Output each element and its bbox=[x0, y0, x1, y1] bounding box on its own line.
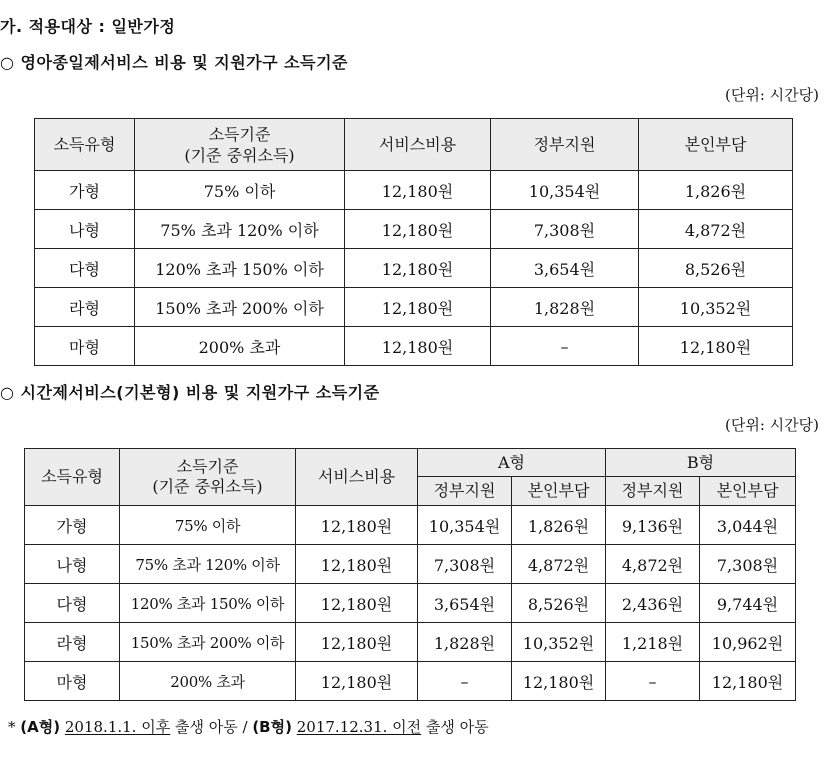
table-row bbox=[25, 623, 796, 662]
cell-type: 가형 bbox=[25, 506, 120, 545]
cell-a-gov: 1,828원 bbox=[418, 623, 512, 662]
cell-b-self: 3,044원 bbox=[700, 506, 796, 545]
cell-b-self: 7,308원 bbox=[700, 545, 796, 584]
cell-a-self: 1,826원 bbox=[512, 506, 606, 545]
t1-header-criterion bbox=[135, 119, 345, 171]
t1-header-gov: 정부지원 bbox=[491, 119, 639, 171]
table-row bbox=[35, 327, 793, 366]
table-row bbox=[35, 171, 793, 210]
cell-type: 라형 bbox=[35, 288, 135, 327]
cell-criterion: 75% 초과 120% 이하 bbox=[120, 545, 296, 584]
t1-header-type: 소득유형 bbox=[35, 119, 135, 171]
footnote-b-label: (B형) bbox=[252, 718, 292, 736]
footnote-b-tail: 출생 아동 bbox=[425, 718, 489, 736]
cell-criterion: 150% 초과 200% 이하 bbox=[120, 623, 296, 662]
cell-b-gov: 1,218원 bbox=[606, 623, 700, 662]
cell-a-self: 12,180원 bbox=[512, 662, 606, 701]
cell-cost: 12,180원 bbox=[296, 662, 418, 701]
cell-cost: 12,180원 bbox=[345, 210, 491, 249]
t1-header-criterion-line1: 소득기준 bbox=[208, 124, 271, 144]
t2-header-b-self: 본인부담 bbox=[700, 477, 796, 506]
cell-criterion: 75% 초과 120% 이하 bbox=[135, 210, 345, 249]
footnote-a-label: (A형) bbox=[20, 718, 61, 736]
cell-gov: 7,308원 bbox=[491, 210, 639, 249]
table2 bbox=[24, 448, 796, 701]
cell-cost: 12,180원 bbox=[345, 288, 491, 327]
footnote-b-date: 2017.12.31. 이전 bbox=[296, 718, 422, 736]
cell-criterion: 120% 초과 150% 이하 bbox=[120, 584, 296, 623]
cell-gov: 10,354원 bbox=[491, 171, 639, 210]
table1-unit: (단위: 시간당) bbox=[725, 86, 819, 104]
t2-header-group-b: B형 bbox=[606, 449, 796, 477]
cell-a-gov: 10,354원 bbox=[418, 506, 512, 545]
table-row bbox=[25, 662, 796, 701]
t2-header-criterion bbox=[120, 449, 296, 506]
table1-header-row bbox=[35, 119, 793, 171]
cell-criterion: 120% 초과 150% 이하 bbox=[135, 249, 345, 288]
cell-b-gov: 2,436원 bbox=[606, 584, 700, 623]
cell-type: 마형 bbox=[35, 327, 135, 366]
cell-b-gov: 4,872원 bbox=[606, 545, 700, 584]
cell-self: 12,180원 bbox=[639, 327, 793, 366]
cell-cost: 12,180원 bbox=[296, 623, 418, 662]
cell-a-self: 10,352원 bbox=[512, 623, 606, 662]
cell-a-self: 8,526원 bbox=[512, 584, 606, 623]
cell-criterion: 200% 초과 bbox=[135, 327, 345, 366]
table1-heading: ○ 영아종일제서비스 비용 및 지원가구 소득기준 bbox=[0, 53, 348, 72]
cell-a-self: 4,872원 bbox=[512, 545, 606, 584]
cell-criterion: 150% 초과 200% 이하 bbox=[135, 288, 345, 327]
cell-type: 가형 bbox=[35, 171, 135, 210]
table2-header-row-1 bbox=[25, 449, 796, 477]
cell-self: 8,526원 bbox=[639, 249, 793, 288]
cell-self: 10,352원 bbox=[639, 288, 793, 327]
cell-gov: – bbox=[491, 327, 639, 366]
footnote-a-tail: 출생 아동 / bbox=[174, 718, 248, 736]
cell-gov: 1,828원 bbox=[491, 288, 639, 327]
t2-header-criterion-line2: (기준 중위소득) bbox=[152, 477, 263, 496]
section-title: 가. 적용대상 : 일반가정 bbox=[0, 17, 176, 36]
cell-criterion: 75% 이하 bbox=[135, 171, 345, 210]
cell-a-gov: 7,308원 bbox=[418, 545, 512, 584]
cell-b-self: 10,962원 bbox=[700, 623, 796, 662]
table-row bbox=[25, 545, 796, 584]
table-row bbox=[35, 249, 793, 288]
cell-self: 4,872원 bbox=[639, 210, 793, 249]
cell-b-gov: 9,136원 bbox=[606, 506, 700, 545]
table2-heading: ○ 시간제서비스(기본형) 비용 및 지원가구 소득기준 bbox=[0, 383, 380, 402]
cell-type: 나형 bbox=[25, 545, 120, 584]
cell-type: 다형 bbox=[35, 249, 135, 288]
cell-b-self: 12,180원 bbox=[700, 662, 796, 701]
cell-type: 마형 bbox=[25, 662, 120, 701]
table-row bbox=[35, 288, 793, 327]
t2-header-b-gov: 정부지원 bbox=[606, 477, 700, 506]
t1-header-self: 본인부담 bbox=[639, 119, 793, 171]
t2-header-type: 소득유형 bbox=[25, 449, 120, 506]
cell-cost: 12,180원 bbox=[345, 249, 491, 288]
t2-header-group-a: A형 bbox=[418, 449, 606, 477]
cell-a-gov: – bbox=[418, 662, 512, 701]
table1 bbox=[34, 118, 793, 366]
cell-gov: 3,654원 bbox=[491, 249, 639, 288]
cell-cost: 12,180원 bbox=[296, 584, 418, 623]
t2-header-a-self: 본인부담 bbox=[512, 477, 606, 506]
cell-cost: 12,180원 bbox=[296, 506, 418, 545]
t1-header-cost: 서비스비용 bbox=[345, 119, 491, 171]
cell-cost: 12,180원 bbox=[296, 545, 418, 584]
footnote-star: * bbox=[8, 718, 16, 736]
cell-type: 다형 bbox=[25, 584, 120, 623]
cell-cost: 12,180원 bbox=[345, 327, 491, 366]
footnote-a-date: 2018.1.1. 이후 bbox=[64, 718, 171, 736]
table-row bbox=[25, 584, 796, 623]
t2-header-criterion-line1: 소득기준 bbox=[176, 457, 239, 476]
table2-unit: (단위: 시간당) bbox=[725, 416, 819, 434]
cell-type: 라형 bbox=[25, 623, 120, 662]
t2-header-cost: 서비스비용 bbox=[296, 449, 418, 506]
t1-header-criterion-line2: (기준 중위소득) bbox=[184, 145, 295, 165]
cell-self: 1,826원 bbox=[639, 171, 793, 210]
cell-type: 나형 bbox=[35, 210, 135, 249]
cell-a-gov: 3,654원 bbox=[418, 584, 512, 623]
footnote bbox=[8, 716, 489, 737]
cell-criterion: 75% 이하 bbox=[120, 506, 296, 545]
table-row bbox=[35, 210, 793, 249]
cell-criterion: 200% 초과 bbox=[120, 662, 296, 701]
t2-header-a-gov: 정부지원 bbox=[418, 477, 512, 506]
table-row bbox=[25, 506, 796, 545]
cell-cost: 12,180원 bbox=[345, 171, 491, 210]
cell-b-gov: – bbox=[606, 662, 700, 701]
cell-b-self: 9,744원 bbox=[700, 584, 796, 623]
